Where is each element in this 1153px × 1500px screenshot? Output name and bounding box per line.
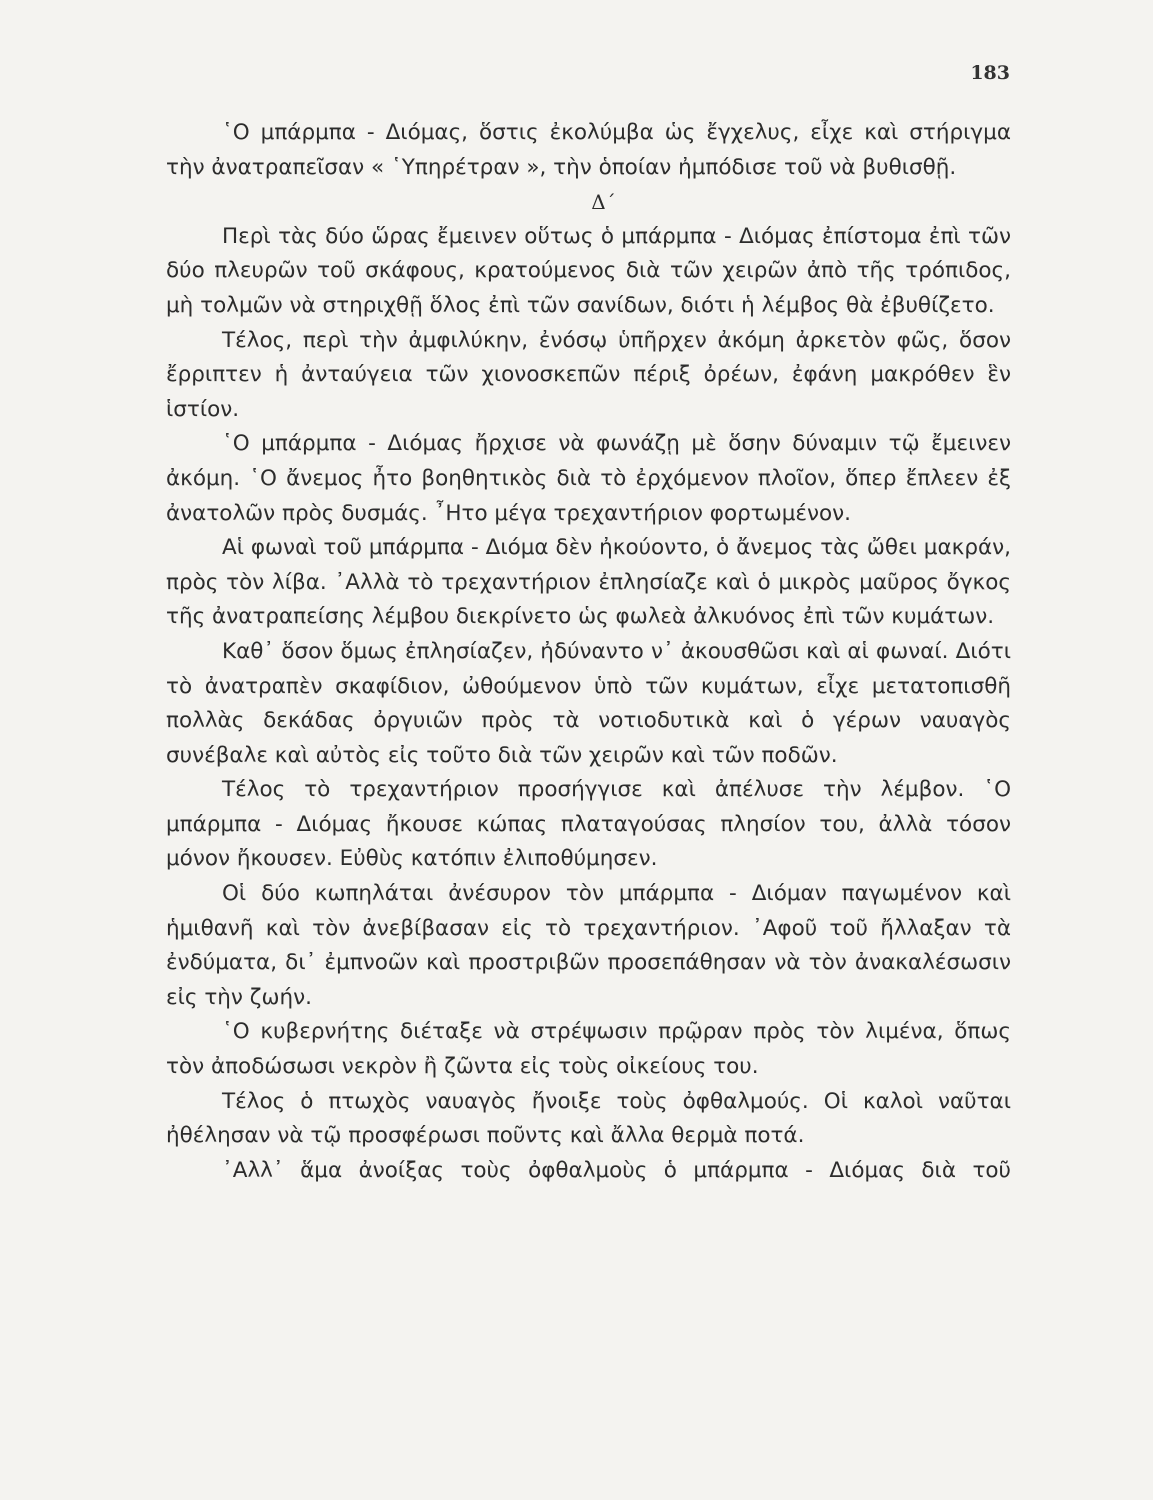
- section-heading: Δ΄: [591, 190, 616, 215]
- paragraph: ῾Ο μπάρμπα - Διόμας ἤρχισε νὰ φωνάζῃ μὲ ὅσην δύναμιν τῷ ἔμεινεν ἀκόμη. ῾Ο ἄνεμος ἦτο βοηθητικὸς διὰ τὸ ἐρχόμενον πλοῖον, ὅπερ ἔπλεεν ἐξ ἀνατολῶν πρὸς δυσμάς. ῏Ητο μέγα τρεχαντήριον φορτωμένον.: [166, 431, 1011, 526]
- paragraph: Οἱ δύο κωπηλάται ἀνέσυρον τὸν μπάρμπα - Διόμαν παγωμένον καὶ ἡμιθανῆ καὶ τὸν ἀνεβίβασαν εἰς τὸ τρεχαντήριον. ᾿Αφοῦ τοῦ ἤλλαξαν τὰ ἐνδύματα, δι᾿ ἐμπνοῶν καὶ προστριβῶν προσεπάθησαν νὰ τὸν ἀνακαλέσωσιν εἰς τὴν ζωήν.: [166, 881, 1011, 1010]
- paragraph: Καθ᾿ ὅσον ὅμως ἐπλησίαζεν, ἠδύναντο ν᾿ ἀκουσθῶσι καὶ αἱ φωναί. Διότι τὸ ἀνατραπὲν σκαφίδιον, ὠθούμενον ὑπὸ τῶν κυμάτων, εἶχε μετατοπισθῆ πολλὰς δεκάδας ὀργυιῶν πρὸς τὰ νοτιοδυτικὰ καὶ ὁ γέρων ναυαγὸς συνέβαλε καὶ αὐτὸς εἰς τοῦτο διὰ τῶν χειρῶν καὶ τῶν ποδῶν.: [166, 638, 1011, 768]
- paragraph: Τέλος τὸ τρεχαντήριον προσήγγισε καὶ ἀπέλυσε τὴν λέμβον. ῾Ο μπάρμπα - Διόμας ἤκουσε κώπας πλαταγούσας πλησίον του, ἀλλὰ τόσον μόνον ἤκουσεν. Εὐθὺς κατόπιν ἐλιποθύμησεν.: [166, 777, 1011, 872]
- paragraph: ῾Ο κυβερνήτης διέταξε νὰ στρέψωσιν πρῷραν πρὸς τὸν λιμένα, ὅπως τὸν ἀποδώσωσι νεκρὸν ἢ ζῶντα εἰς τοὺς οἰκείους του.: [166, 1019, 1011, 1080]
- paragraph: Τέλος, περὶ τὴν ἀμφιλύκην, ἐνόσῳ ὑπῆρχεν ἀκόμη ἀρκετὸν φῶς, ὅσον ἔρριπτεν ἡ ἀνταύγεια τῶν χιονοσκεπῶν πέριξ ὀρέων, ἐφάνη μακρόθεν ἓν ἱστίον.: [166, 327, 1011, 422]
- paragraph-continued: ᾿Αλλ᾿ ἅμα ἀνοίξας τοὺς ὀφθαλμοὺς ὁ μπάρμπα - Διόμας διὰ τοῦ: [222, 1157, 1011, 1183]
- paragraph: Αἱ φωναὶ τοῦ μπάρμπα - Διόμα δὲν ἠκούοντο, ὁ ἄνεμος τὰς ὤθει μακράν, πρὸς τὸν λίβα. ᾿Αλλὰ τὸ τρεχαντήριον ἐπλησίαζε καὶ ὁ μικρὸς μαῦρος ὄγκος τῆς ἀνατραπείσης λέμβου διεκρίνετο ὡς φωλεὰ ἀλκυόνος ἐπὶ τῶν κυμάτων.: [166, 535, 1011, 630]
- paragraph: ῾Ο μπάρμπα - Διόμας, ὅστις ἐκολύμβα ὡς ἔγχελυς, εἶχε καὶ στήριγμα τὴν ἀνατραπεῖσαν « ῾Υπηρέτραν », τὴν ὁποίαν ἠμπόδισε τοῦ νὰ βυθισθῇ.: [166, 120, 1011, 180]
- body-text: [166, 116, 1011, 1188]
- paragraph: Τέλος ὁ πτωχὸς ναυαγὸς ἤνοιξε τοὺς ὀφθαλμούς. Οἱ καλοὶ ναῦται ἠθέλησαν νὰ τῷ προσφέρωσι ποῦντς καὶ ἄλλα θερμὰ ποτά.: [166, 1088, 1011, 1149]
- page-number: 183: [970, 62, 1010, 84]
- paragraph: Περὶ τὰς δύο ὥρας ἔμεινεν οὕτως ὁ μπάρμπα - Διόμας ἐπίστομα ἐπὶ τῶν δύο πλευρῶν τοῦ σκάφους, κρατούμενος διὰ τῶν χειρῶν ἀπὸ τῆς τρόπιδος, μὴ τολμῶν νὰ στηριχθῇ ὅλος ἐπὶ τῶν σανίδων, διότι ἡ λέμβος θὰ ἐβυθίζετο.: [166, 223, 1011, 318]
